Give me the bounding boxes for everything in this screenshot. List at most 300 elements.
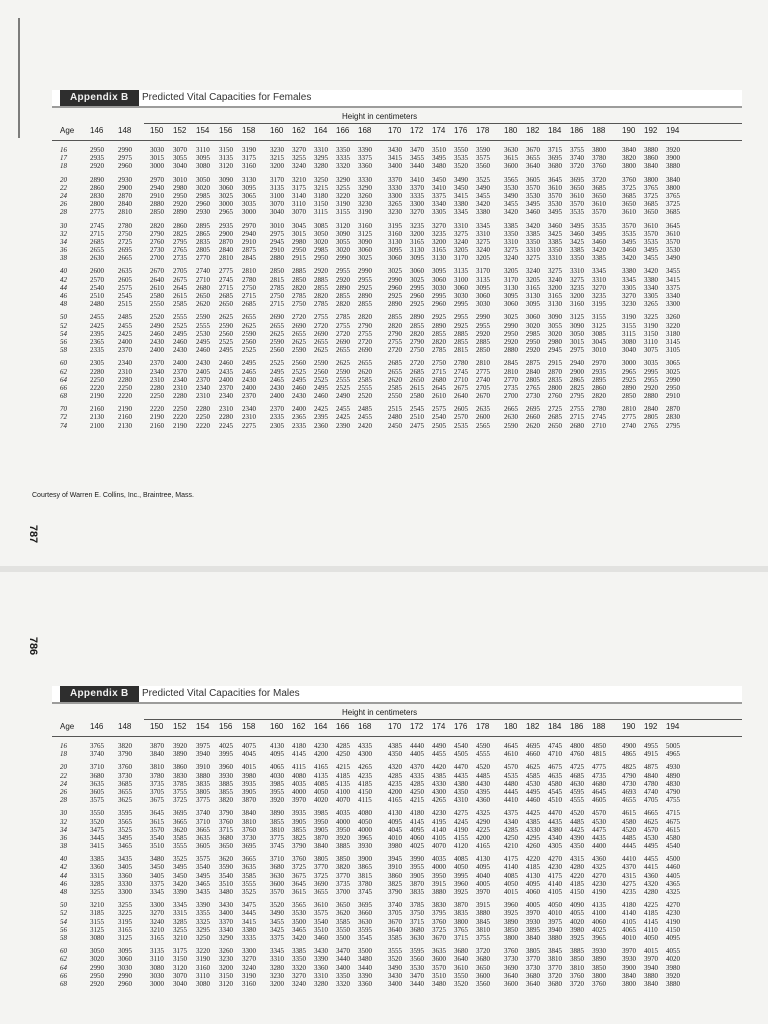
capacity-cell: 4655 (622, 796, 636, 805)
capacity-cell: 3650 (592, 191, 606, 200)
capacity-cell: 4285 (504, 825, 518, 834)
capacity-cell: 3130 (242, 175, 256, 184)
capacity-cell: 3235 (410, 221, 424, 230)
capacity-cell: 3420 (526, 221, 540, 230)
capacity-cell: 2755 (336, 321, 350, 330)
capacity-cell: 2785 (336, 313, 350, 322)
capacity-cell: 2690 (292, 321, 306, 330)
capacity-cell: 2860 (90, 183, 104, 192)
capacity-cell: 3460 (622, 246, 636, 255)
capacity-cell: 2460 (150, 329, 164, 338)
capacity-cell: 4965 (666, 750, 680, 759)
capacity-cell: 3410 (410, 175, 424, 184)
height-column-header: 186 (570, 126, 584, 135)
capacity-cell: 3270 (150, 909, 164, 918)
capacity-cell: 2810 (504, 367, 518, 376)
capacity-cell: 3525 (173, 855, 187, 864)
capacity-cell: 3230 (622, 300, 636, 309)
capacity-cell: 4545 (548, 787, 562, 796)
capacity-cell: 3230 (358, 200, 372, 209)
capacity-cell: 3465 (292, 925, 306, 934)
capacity-cell: 3210 (292, 175, 306, 184)
capacity-cell: 4495 (644, 842, 658, 851)
capacity-cell: 2860 (592, 383, 606, 392)
capacity-cell: 4165 (388, 796, 402, 805)
capacity-cell: 4815 (592, 750, 606, 759)
capacity-cell: 4610 (504, 750, 518, 759)
capacity-cell: 3900 (358, 855, 372, 864)
capacity-cell: 3290 (358, 183, 372, 192)
capacity-cell: 4180 (292, 742, 306, 750)
capacity-cell: 2495 (292, 375, 306, 384)
table-row (52, 222, 742, 230)
capacity-cell: 4660 (526, 750, 540, 759)
capacity-cell: 4295 (526, 833, 540, 842)
capacity-cell: 3725 (432, 925, 446, 934)
capacity-cell: 3910 (196, 763, 210, 772)
capacity-cell: 2645 (173, 283, 187, 292)
capacity-cell: 4335 (358, 742, 372, 750)
height-column-header: 160 (270, 126, 284, 135)
capacity-cell: 4315 (622, 871, 636, 880)
capacity-cell: 3680 (410, 925, 424, 934)
capacity-cell: 3980 (388, 842, 402, 851)
capacity-cell: 3610 (314, 901, 328, 910)
height-column-header: 170 (388, 126, 402, 135)
capacity-cell: 2955 (454, 313, 468, 322)
capacity-cell: 4175 (548, 871, 562, 880)
age-column-header: Age (60, 126, 75, 135)
capacity-cell: 2735 (173, 254, 187, 263)
capacity-cell: 3445 (242, 909, 256, 918)
capacity-cell: 3570 (644, 229, 658, 238)
capacity-cell: 2850 (292, 275, 306, 284)
capacity-cell: 2870 (666, 405, 680, 414)
capacity-cell: 3130 (504, 283, 518, 292)
capacity-cell: 3455 (410, 154, 424, 163)
age-cell: 40 (60, 855, 67, 864)
capacity-cell: 4235 (358, 771, 372, 780)
capacity-cell: 3920 (666, 146, 680, 154)
capacity-cell: 2650 (219, 300, 233, 309)
capacity-cell: 2800 (548, 383, 562, 392)
capacity-cell: 2160 (90, 405, 104, 414)
capacity-cell: 3800 (622, 162, 636, 171)
capacity-cell: 4875 (644, 763, 658, 772)
capacity-cell: 3270 (242, 955, 256, 964)
table-row (52, 176, 742, 184)
capacity-cell: 2460 (196, 346, 210, 355)
capacity-cell: 3970 (526, 909, 540, 918)
capacity-cell: 2960 (118, 979, 132, 988)
capacity-cell: 3965 (592, 933, 606, 942)
age-cell: 64 (60, 963, 67, 972)
capacity-cell: 3030 (476, 300, 490, 309)
capacity-cell: 4645 (592, 787, 606, 796)
capacity-cell: 2890 (410, 313, 424, 322)
capacity-cell: 3495 (196, 871, 210, 880)
capacity-cell: 2890 (358, 292, 372, 300)
capacity-cell: 3755 (173, 787, 187, 796)
capacity-cell: 4185 (570, 879, 584, 888)
capacity-cell: 3085 (592, 329, 606, 338)
capacity-cell: 3360 (118, 871, 132, 880)
capacity-cell: 4485 (622, 833, 636, 842)
capacity-cell: 4280 (570, 863, 584, 872)
capacity-cell: 2845 (242, 254, 256, 263)
capacity-cell: 3725 (622, 183, 636, 192)
capacity-cell: 2690 (358, 346, 372, 355)
capacity-cell: 4250 (504, 833, 518, 842)
capacity-cell: 4460 (666, 863, 680, 872)
capacity-cell: 3445 (90, 833, 104, 842)
capacity-cell: 2460 (314, 392, 328, 401)
capacity-cell: 2100 (90, 421, 104, 430)
capacity-cell: 2990 (336, 254, 350, 263)
capacity-cell: 3370 (388, 175, 402, 184)
capacity-cell: 3650 (219, 842, 233, 851)
capacity-cell: 2760 (150, 237, 164, 246)
table-row (52, 901, 742, 909)
capacity-cell: 2955 (336, 267, 350, 276)
capacity-cell: 2925 (358, 283, 372, 292)
capacity-cell: 3010 (270, 221, 284, 230)
capacity-cell: 3205 (526, 275, 540, 284)
capacity-cell: 3165 (118, 925, 132, 934)
capacity-cell: 2425 (118, 329, 132, 338)
capacity-cell: 2990 (504, 321, 518, 330)
capacity-cell: 3310 (548, 254, 562, 263)
capacity-cell: 2775 (219, 267, 233, 276)
capacity-cell: 3700 (336, 888, 350, 896)
capacity-cell: 3310 (526, 246, 540, 255)
capacity-cell: 2455 (336, 405, 350, 414)
capacity-cell: 3705 (388, 909, 402, 918)
capacity-cell: 3060 (432, 275, 446, 284)
capacity-cell: 3805 (314, 855, 328, 864)
capacity-cell: 2605 (118, 275, 132, 284)
capacity-cell: 3120 (219, 979, 233, 988)
capacity-cell: 2305 (270, 421, 284, 430)
capacity-cell: 2855 (314, 283, 328, 292)
capacity-cell: 3050 (90, 947, 104, 956)
capacity-cell: 2720 (314, 321, 328, 330)
capacity-cell: 3125 (592, 321, 606, 330)
capacity-cell: 2555 (358, 383, 372, 392)
capacity-cell: 4130 (388, 809, 402, 818)
capacity-cell: 2685 (410, 367, 424, 376)
capacity-cell: 3530 (548, 200, 562, 209)
capacity-cell: 3760 (592, 162, 606, 171)
capacity-cell: 3320 (336, 979, 350, 988)
capacity-cell: 4800 (570, 742, 584, 750)
capacity-cell: 4285 (336, 742, 350, 750)
capacity-cell: 4115 (358, 796, 372, 805)
capacity-cell: 2130 (118, 421, 132, 430)
capacity-cell: 3425 (570, 237, 584, 246)
capacity-cell: 3470 (336, 947, 350, 956)
table-row (52, 763, 742, 771)
capacity-cell: 3885 (570, 947, 584, 956)
capacity-cell: 3270 (292, 146, 306, 154)
capacity-cell: 3685 (622, 191, 636, 200)
capacity-cell: 4075 (242, 742, 256, 750)
capacity-cell: 3085 (314, 221, 328, 230)
capacity-cell: 3400 (388, 979, 402, 988)
capacity-cell: 3785 (173, 779, 187, 788)
capacity-cell: 3870 (314, 833, 328, 842)
table-row (52, 208, 742, 216)
capacity-cell: 3330 (358, 175, 372, 184)
capacity-cell: 4130 (526, 871, 540, 880)
capacity-cell: 2770 (196, 254, 210, 263)
capacity-cell: 3565 (118, 817, 132, 826)
capacity-cell: 2820 (432, 337, 446, 346)
capacity-cell: 3020 (314, 237, 328, 246)
capacity-cell: 3440 (410, 162, 424, 171)
capacity-cell: 3495 (118, 833, 132, 842)
capacity-cell: 2880 (150, 200, 164, 209)
capacity-cell: 3440 (336, 955, 350, 964)
capacity-cell: 2990 (90, 963, 104, 972)
capacity-cell: 4140 (548, 879, 562, 888)
capacity-cell: 2755 (570, 405, 584, 414)
capacity-cell: 3280 (270, 963, 284, 972)
capacity-cell: 3495 (622, 237, 636, 246)
capacity-cell: 2760 (548, 392, 562, 401)
age-cell: 44 (60, 871, 67, 880)
height-column-header: 158 (242, 126, 256, 135)
capacity-cell: 3830 (432, 901, 446, 910)
capacity-cell: 2625 (219, 313, 233, 322)
table-row (52, 796, 742, 804)
age-cell: 50 (60, 313, 67, 322)
table-row (52, 154, 742, 162)
capacity-cell: 2495 (242, 359, 256, 368)
capacity-cell: 2805 (196, 246, 210, 255)
capacity-cell: 4165 (314, 763, 328, 772)
capacity-cell: 2880 (504, 346, 518, 355)
age-cell: 30 (60, 221, 67, 230)
height-column-header: 174 (432, 722, 446, 731)
capacity-cell: 3760 (219, 817, 233, 826)
capacity-cell: 3435 (196, 888, 210, 896)
capacity-cell: 3845 (476, 917, 490, 926)
capacity-cell: 3670 (526, 146, 540, 154)
capacity-cell: 2965 (622, 367, 636, 376)
capacity-cell: 4390 (570, 833, 584, 842)
capacity-cell: 2820 (410, 329, 424, 338)
capacity-cell: 3890 (270, 809, 284, 818)
capacity-cell: 3345 (270, 947, 284, 956)
capacity-cell: 2565 (476, 421, 490, 430)
capacity-cell: 3020 (196, 183, 210, 192)
capacity-cell: 3250 (196, 933, 210, 942)
capacity-cell: 3530 (666, 246, 680, 255)
capacity-cell: 3880 (644, 971, 658, 980)
capacity-cell: 2780 (242, 275, 256, 284)
capacity-cell: 2540 (90, 283, 104, 292)
capacity-cell: 2855 (454, 337, 468, 346)
capacity-cell: 3130 (410, 246, 424, 255)
capacity-cell: 2980 (173, 183, 187, 192)
capacity-cell: 2900 (118, 183, 132, 192)
capacity-cell: 3885 (219, 779, 233, 788)
capacity-cell: 3300 (118, 888, 132, 896)
capacity-cell: 4480 (504, 779, 518, 788)
capacity-cell: 3930 (622, 955, 636, 964)
capacity-cell: 3480 (432, 979, 446, 988)
capacity-cell: 3540 (314, 917, 328, 926)
capacity-cell: 4155 (454, 833, 468, 842)
table-title: Predicted Vital Capacities for Males (142, 688, 300, 699)
capacity-cell: 3195 (118, 917, 132, 926)
capacity-cell: 3920 (270, 796, 284, 805)
capacity-cell: 2975 (270, 229, 284, 238)
capacity-cell: 2430 (173, 346, 187, 355)
capacity-cell: 3890 (592, 955, 606, 964)
capacity-cell: 2720 (388, 346, 402, 355)
capacity-cell: 3310 (454, 221, 468, 230)
capacity-cell: 3360 (90, 863, 104, 872)
capacity-cell: 2975 (118, 154, 132, 163)
capacity-cell: 3420 (592, 246, 606, 255)
capacity-cell: 4330 (432, 779, 446, 788)
capacity-cell: 2740 (476, 375, 490, 384)
capacity-cell: 2340 (150, 367, 164, 376)
capacity-cell: 3555 (242, 879, 256, 888)
capacity-cell: 2590 (242, 329, 256, 338)
capacity-cell: 3985 (270, 779, 284, 788)
age-cell: 52 (60, 321, 67, 330)
capacity-cell: 3695 (242, 842, 256, 851)
capacity-cell: 3810 (150, 763, 164, 772)
capacity-cell: 4595 (570, 787, 584, 796)
capacity-cell: 3545 (358, 933, 372, 942)
table-row (52, 368, 742, 376)
capacity-cell: 3810 (242, 817, 256, 826)
capacity-cell: 3600 (432, 955, 446, 964)
capacity-cell: 4090 (570, 901, 584, 910)
capacity-cell: 3765 (644, 183, 658, 192)
capacity-cell: 3390 (358, 146, 372, 154)
capacity-cell: 3130 (388, 237, 402, 246)
capacity-cell: 3060 (526, 313, 540, 322)
capacity-cell: 3870 (410, 879, 424, 888)
capacity-cell: 2630 (504, 413, 518, 422)
capacity-cell: 3060 (504, 300, 518, 309)
capacity-cell: 2890 (432, 321, 446, 330)
height-column-header: 154 (196, 722, 210, 731)
capacity-cell: 2820 (292, 283, 306, 292)
capacity-cell: 3305 (622, 283, 636, 292)
capacity-cell: 3120 (336, 221, 350, 230)
capacity-cell: 4110 (644, 925, 658, 934)
capacity-cell: 3455 (666, 267, 680, 276)
capacity-cell: 4740 (644, 787, 658, 796)
capacity-cell: 3635 (242, 863, 256, 872)
capacity-cell: 2680 (196, 283, 210, 292)
capacity-cell: 3300 (388, 191, 402, 200)
capacity-cell: 3065 (242, 191, 256, 200)
capacity-cell: 2430 (150, 337, 164, 346)
capacity-cell: 3380 (644, 275, 658, 284)
capacity-cell: 2770 (504, 375, 518, 384)
capacity-cell: 3375 (432, 191, 446, 200)
capacity-cell: 4530 (592, 817, 606, 826)
capacity-cell: 2955 (358, 275, 372, 284)
capacity-cell: 3790 (292, 842, 306, 851)
height-column-header: 166 (336, 722, 350, 731)
capacity-cell: 3905 (292, 817, 306, 826)
capacity-cell: 3345 (622, 275, 636, 284)
capacity-cell: 4570 (504, 763, 518, 772)
capacity-cell: 2520 (358, 392, 372, 401)
capacity-cell: 2620 (526, 421, 540, 430)
capacity-cell: 2560 (219, 329, 233, 338)
age-cell: 62 (60, 955, 67, 964)
capacity-cell: 4385 (388, 742, 402, 750)
capacity-cell: 3745 (270, 842, 284, 851)
capacity-cell: 2685 (242, 300, 256, 309)
capacity-cell: 3565 (504, 175, 518, 184)
capacity-cell: 3385 (90, 855, 104, 864)
capacity-cell: 2400 (150, 346, 164, 355)
capacity-cell: 2920 (314, 267, 328, 276)
capacity-cell: 3600 (504, 162, 518, 171)
capacity-cell: 3240 (150, 917, 164, 926)
capacity-cell: 3930 (592, 947, 606, 956)
capacity-cell: 2745 (90, 221, 104, 230)
capacity-cell: 4840 (644, 771, 658, 780)
capacity-cell: 3680 (526, 971, 540, 980)
capacity-cell: 3770 (548, 963, 562, 972)
capacity-cell: 3260 (219, 947, 233, 956)
capacity-cell: 3055 (336, 237, 350, 246)
capacity-cell: 4105 (548, 888, 562, 896)
capacity-cell: 3840 (526, 933, 540, 942)
capacity-cell: 2580 (410, 392, 424, 401)
capacity-cell: 2925 (454, 321, 468, 330)
capacity-cell: 3645 (292, 879, 306, 888)
capacity-cell: 4325 (666, 888, 680, 896)
table-row (52, 300, 742, 308)
capacity-cell: 3660 (358, 909, 372, 918)
capacity-cell: 2485 (118, 313, 132, 322)
capacity-cell: 3535 (592, 221, 606, 230)
capacity-cell: 2560 (242, 337, 256, 346)
capacity-cell: 3275 (476, 237, 490, 246)
capacity-cell: 3830 (173, 771, 187, 780)
capacity-cell: 2800 (90, 200, 104, 209)
table-row (52, 788, 742, 796)
capacity-cell: 4270 (666, 901, 680, 910)
capacity-cell: 2405 (196, 367, 210, 376)
capacity-cell: 3765 (90, 742, 104, 750)
capacity-cell: 3880 (666, 162, 680, 171)
capacity-cell: 4070 (432, 842, 446, 851)
capacity-cell: 3620 (219, 855, 233, 864)
capacity-cell: 4490 (432, 742, 446, 750)
capacity-cell: 2920 (476, 329, 490, 338)
capacity-cell: 3175 (173, 947, 187, 956)
capacity-cell: 3090 (548, 313, 562, 322)
capacity-cell: 3480 (150, 855, 164, 864)
table-row (52, 855, 742, 863)
capacity-cell: 2625 (336, 359, 350, 368)
capacity-cell: 3410 (432, 183, 446, 192)
capacity-cell: 4430 (476, 779, 490, 788)
